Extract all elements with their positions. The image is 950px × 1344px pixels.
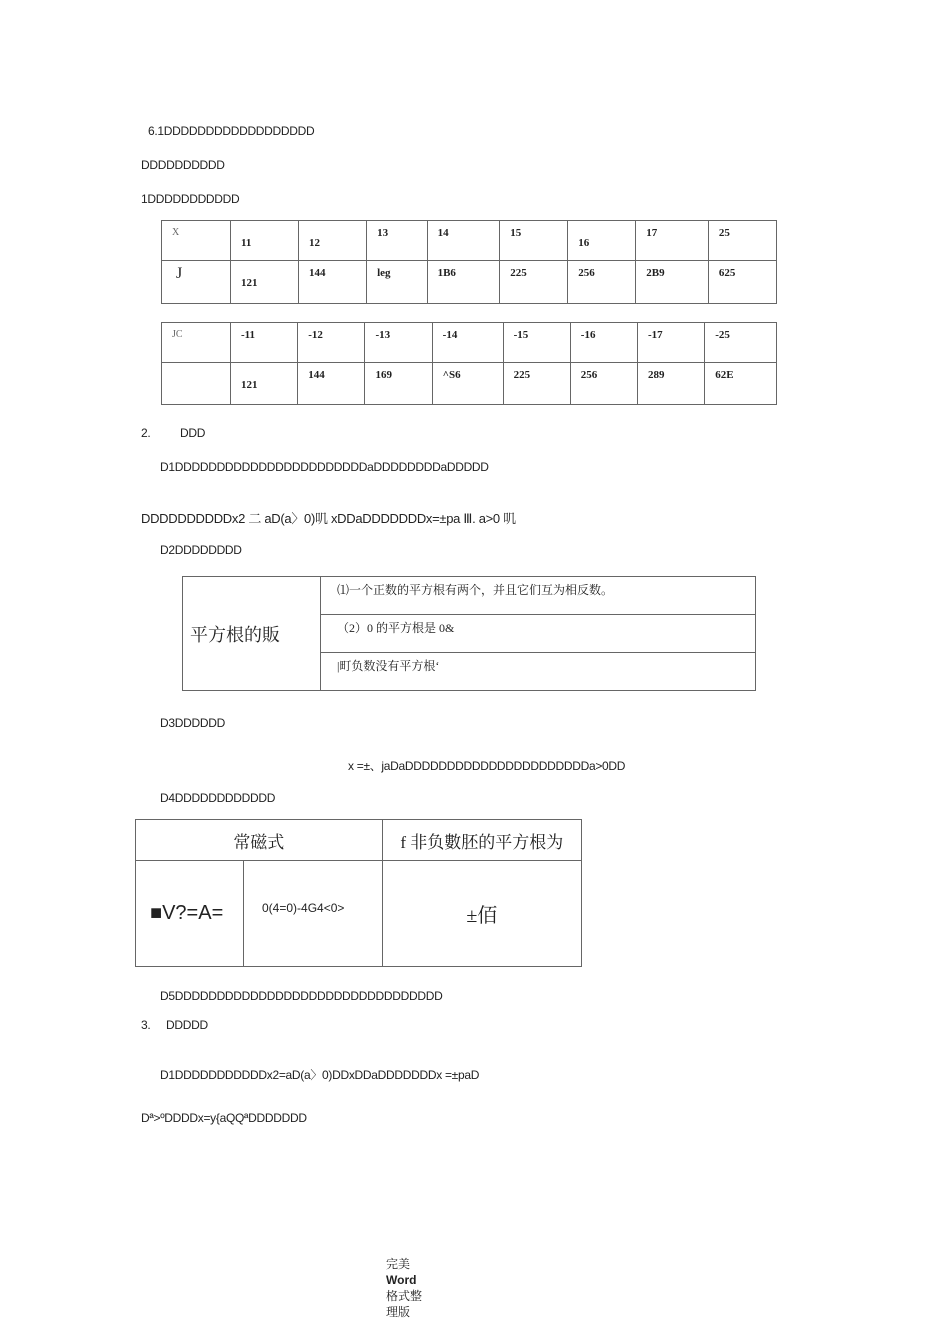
section-2-title: DDD bbox=[180, 426, 206, 440]
paragraph: D5DDDDDDDDDDDDDDDDDDDDDDDDDDDDDDDD bbox=[160, 989, 443, 1003]
footer-line: 格式整 bbox=[386, 1289, 423, 1303]
item-1: 1DDDDDDDDDDD bbox=[141, 192, 240, 206]
table-cell: 14 bbox=[437, 227, 449, 239]
footer-line: Word bbox=[386, 1273, 417, 1287]
footer-watermark bbox=[386, 1256, 422, 1320]
formula-header: 常磁式 bbox=[233, 832, 285, 852]
paragraph: Dª>ºDDDDx=y{aQQªDDDDDDD bbox=[141, 1111, 307, 1125]
table-cell: 13 bbox=[377, 227, 389, 239]
table-cell: -17 bbox=[648, 329, 663, 341]
table-cell: 144 bbox=[308, 369, 325, 381]
table-cell: -25 bbox=[715, 329, 730, 341]
table-cell: -13 bbox=[375, 329, 391, 341]
section-3-title: DDDDD bbox=[166, 1018, 208, 1032]
paragraph: D4DDDDDDDDDDDD bbox=[160, 791, 276, 805]
table-cell: J bbox=[176, 265, 183, 282]
table-cell: ^S6 bbox=[442, 369, 461, 381]
table-cell: 25 bbox=[718, 227, 730, 239]
heading: 6.1DDDDDDDDDDDDDDDDDD bbox=[148, 124, 315, 138]
subtitle: DDDDDDDDDD bbox=[141, 158, 225, 172]
table-cell: 144 bbox=[309, 267, 326, 279]
table-cell: 121 bbox=[241, 379, 258, 391]
table-cell: 16 bbox=[578, 237, 590, 249]
properties-label: 平方根的販 bbox=[190, 624, 280, 645]
table-cell: 12 bbox=[309, 237, 321, 249]
formula-line: x =±、jaDaDDDDDDDDDDDDDDDDDDDDDDa>0DD bbox=[348, 759, 626, 773]
paragraph: D2DDDDDDDD bbox=[160, 543, 242, 557]
table-cell: -12 bbox=[308, 329, 323, 341]
table-cell: leg bbox=[377, 267, 391, 279]
squares-table-negative bbox=[161, 322, 777, 405]
formula-condition: 0(4=0)-4G4<0> bbox=[262, 901, 345, 915]
formula-expression: ■V?=A= bbox=[150, 902, 224, 924]
paragraph: DDDDDDDDDDx2 二 aD(a〉0)叽 xDDaDDDDDDDx=±pa Ⅲ. a>0 叽 bbox=[141, 511, 516, 526]
table-cell bbox=[162, 363, 230, 369]
formula-result: ±佰 bbox=[466, 905, 498, 927]
table-cell: -16 bbox=[580, 329, 596, 341]
square-root-properties-table bbox=[182, 576, 756, 691]
table-cell: 2B9 bbox=[646, 267, 665, 279]
formula-table bbox=[135, 819, 582, 967]
property-item: （2）0 的平方根是 0& bbox=[337, 621, 455, 635]
table-cell: 225 bbox=[510, 267, 527, 279]
paragraph: D1DDDDDDDDDDDx2=aD(a〉0)DDxDDaDDDDDDDx =±paD bbox=[160, 1068, 480, 1082]
property-item: |町负数没有平方根‘ bbox=[337, 659, 440, 673]
section-2-number: 2. bbox=[141, 426, 151, 440]
table-cell: JC bbox=[172, 329, 183, 340]
table-cell: 169 bbox=[375, 369, 392, 381]
table-cell: -11 bbox=[241, 329, 256, 341]
table-cell: 1B6 bbox=[437, 267, 456, 279]
table-cell: 62E bbox=[715, 369, 734, 381]
squares-table-positive bbox=[161, 220, 777, 304]
paragraph: D1DDDDDDDDDDDDDDDDDDDDDDDaDDDDDDDDaDDDDD bbox=[160, 460, 489, 474]
footer-line: 完美 bbox=[386, 1257, 411, 1271]
paragraph: D3DDDDDD bbox=[160, 716, 225, 730]
section-3-number: 3. bbox=[141, 1018, 151, 1032]
table-cell: 289 bbox=[648, 369, 665, 381]
table-cell: -15 bbox=[513, 329, 529, 341]
table-cell: 121 bbox=[241, 277, 258, 289]
table-cell: 225 bbox=[513, 369, 531, 381]
table-cell: 256 bbox=[578, 267, 595, 279]
table-cell: 15 bbox=[510, 227, 522, 239]
footer-line: 理版 bbox=[386, 1305, 411, 1319]
table-cell: 625 bbox=[718, 267, 736, 279]
table-cell: 17 bbox=[646, 227, 658, 239]
table-cell: X bbox=[172, 227, 180, 238]
formula-header: f 非负數胚的平方根为 bbox=[400, 832, 564, 852]
table-cell: -14 bbox=[442, 329, 458, 341]
property-item: ⑴一个正数的平方根有两个，并且它们互为相反数。 bbox=[337, 583, 614, 597]
table-cell: 11 bbox=[241, 237, 252, 249]
table-cell: 256 bbox=[580, 369, 598, 381]
